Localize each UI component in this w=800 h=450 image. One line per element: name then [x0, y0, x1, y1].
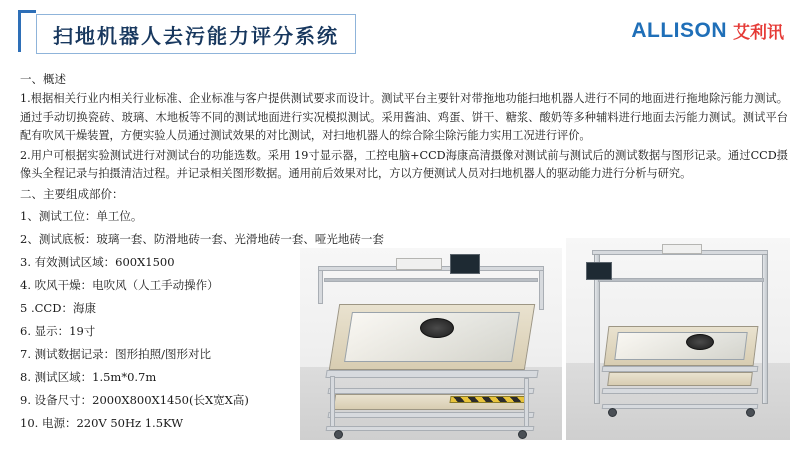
list-item: 4. 吹风干燥：电吹风（人工手动操作）	[20, 277, 219, 292]
robot-vacuum	[420, 318, 454, 338]
caster-wheel	[334, 430, 343, 439]
gantry-right-column	[762, 254, 768, 404]
test-surface-glass	[614, 332, 747, 360]
list-item: 8. 测试区域：1.5m*0.7m	[20, 369, 157, 384]
shelf-rail-lower	[328, 412, 535, 418]
caster-wheel	[746, 408, 755, 417]
cabinet-right-leg	[524, 378, 529, 428]
display-screen	[450, 254, 480, 274]
brand-name-cn: 艾利讯	[733, 23, 784, 43]
base-rail	[326, 426, 535, 431]
list-item: 3. 有效测试区域：600X1500	[20, 254, 175, 269]
gantry-cross-rail	[598, 278, 764, 282]
shelf-panel	[607, 372, 753, 386]
shelf-rail-lower	[602, 388, 759, 394]
list-item: 2、测试底板：玻璃一套、防滑地砖一套、光滑地砖一套、哑光地砖一套	[20, 231, 384, 246]
section-heading-overview: 一、概述	[20, 72, 66, 86]
robot-vacuum	[686, 334, 714, 350]
brand-logo	[631, 18, 784, 43]
list-item: 7. 测试数据记录：图形拍照/图形对比	[20, 346, 212, 361]
list-item: 10. 电源：220V 50Hz 1.5KW	[20, 415, 184, 430]
corner-accent-decoration	[18, 10, 36, 52]
overview-paragraph-2: 2.用户可根据实验测试进行对测试台的功能选数。采用 19寸显示器，工控电脑+CCD海康高清摄像对测试前与测试后的测试数据与图形记录。通过CCD摄像头全程记录与拍摄清洁过程。并记录相关图形数据。通用前后效果对比，方以方便测试人员对扫地机器人的驱动能力进行分析与研究。	[20, 148, 788, 180]
flatbed-test-rig-photo	[300, 248, 562, 440]
frame-right-post	[539, 270, 544, 310]
list-item: 5 .CCD：海康	[20, 300, 96, 315]
caster-wheel	[518, 430, 527, 439]
full-station-photo	[566, 238, 790, 440]
overview-paragraph-1: 1.根据相关行业内相关行业标准、企业标准与客户提供测试要求而设计。测试平台主要针对带拖地功能扫地机器人进行不同的地面进行拖地除污能力测试。通过手动切换瓷砖、玻璃、木地板等不同的测试地面进行实况模拟测试。采用酱油、鸡蛋、饼干、糖浆、酸奶等多种辅料进行地面去污能力测试。测试平台配有吹风干燥装置，方便实验人员通过测试效果的对比测试，对扫地机器人的综合除尘除污能力实用工况进行评价。	[20, 92, 788, 142]
brand-name-en: ALLISON	[631, 18, 727, 42]
frame-cross-rail	[324, 278, 538, 282]
page-title-box	[36, 14, 356, 54]
control-monitor	[586, 262, 612, 280]
list-item: 1、测试工位：单工位。	[20, 208, 143, 223]
base-rail	[602, 404, 759, 409]
page-title: 扫地机器人去污能力评分系统	[53, 23, 339, 48]
caster-wheel	[608, 408, 617, 417]
cabinet-left-leg	[330, 376, 335, 428]
frame-left-post	[318, 270, 323, 304]
list-item: 9. 设备尺寸：2000X800X1450(长X宽X高)	[20, 392, 249, 407]
table-edge-rail	[325, 370, 538, 378]
hazard-stripe	[449, 396, 528, 403]
section-heading-components: 二、主要组成部价：	[20, 186, 124, 201]
camera-housing	[662, 244, 702, 254]
camera-housing	[396, 258, 442, 270]
list-item: 6. 显示：19寸	[20, 323, 96, 338]
